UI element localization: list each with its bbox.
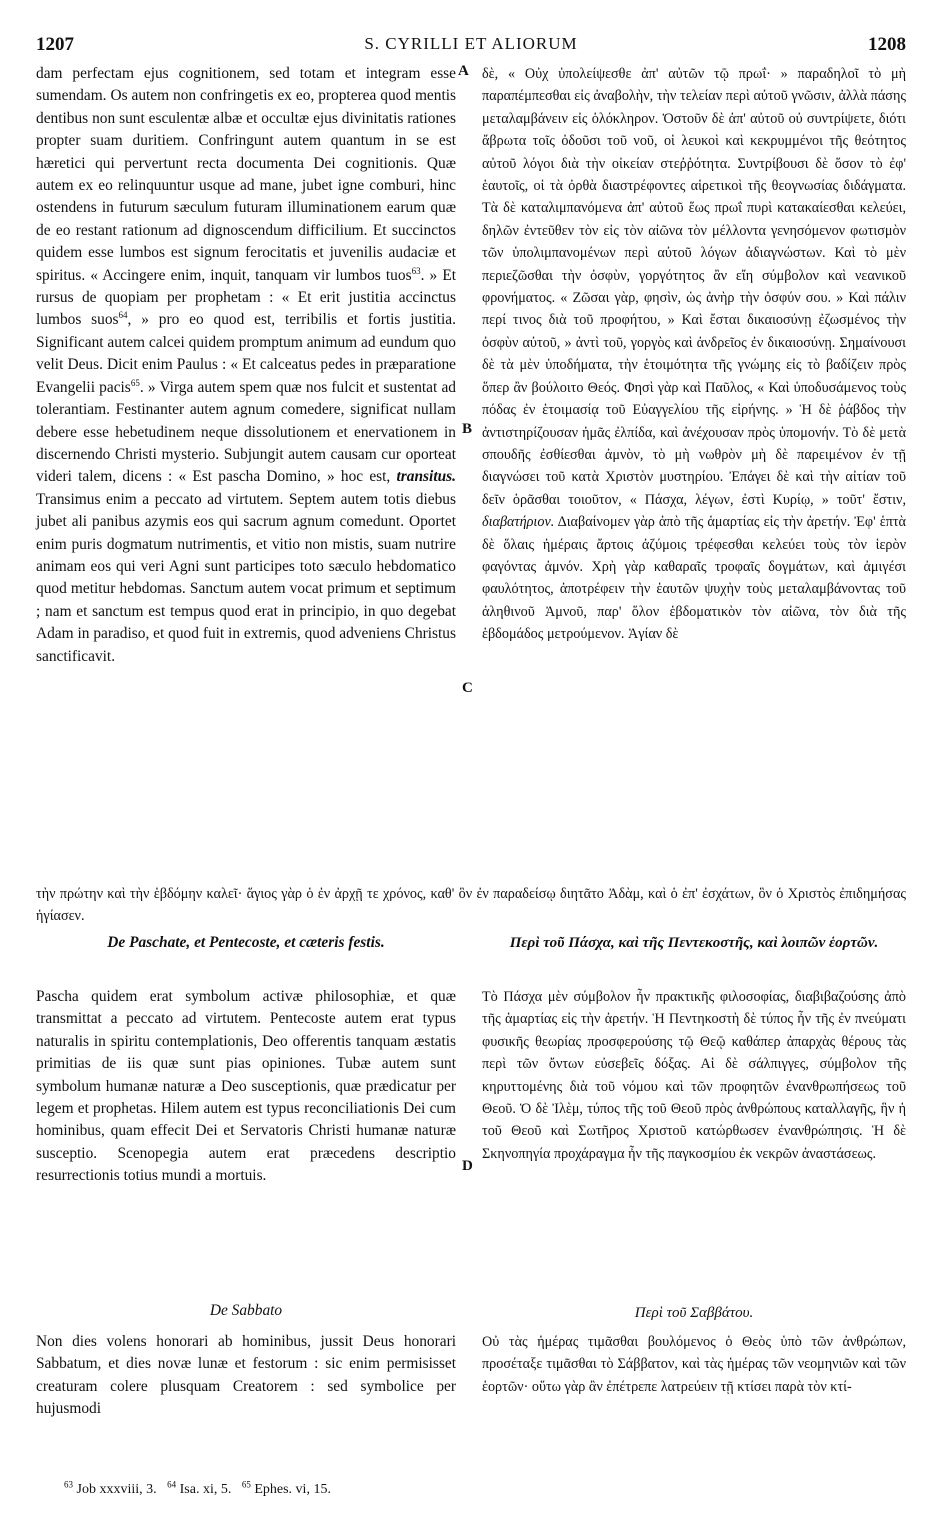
footnote-63: Job xxxviii, 3. bbox=[73, 1482, 157, 1497]
greek-text-1a: δὲ, « Οὐχ ὑπολείψεσθε ἀπ' αὐτῶν τῷ πρωΐ· » παραδηλοῖ τὸ μὴ παραπέμπεσθαι εἰς ἀναβολὴν, τὴν τελείαν περὶ αὐτοῦ γνῶσιν, ἀλλὰ πάσης μεταλαμβάνειν εἰς ὁλόκληρον. Ὀστοῦν δὲ ἀπ' αὐτοῦ οὐ συντρίψετε, διότι ἄβρωτα τοῖς ὀδοῦσι τοῦ νοῦ, οἱ λευκοὶ καὶ κεκρυμμένοι τῆς θεότητος αὐτοῦ λόγοι διὰ τὴν οἰκείαν στεῤῥότητα. Συντρίβουσι δὲ ὅσον τὸ ἐφ' ἑαυτοῖς, οἱ τὰ ὀρθὰ διαστρέφοντες αἱρετικοὶ τῆς θεογνωσίας διδάγματα. Τὰ δὲ καταλιμπανόμενα ἀπ' αὐτοῦ ἕως πρωΐ πυρὶ κατακαίεσθαι κελεύει, δηλῶν ἐντεῦθεν τὸν εἰς τὸν αἰῶνα τὸν μέλλοντα γενησόμενον φωτισμὸν τῶν ὑπολιμπανομένων περὶ αὐτοῦ λόγων ἀδιαγνώστων. Καὶ τὸ μὲν περιεζῶσθαι τὴν ὀσφὺν, γοργότητος ἂν εἴη σύμβολον καὶ νεανικοῦ φρονήματος. « Ζῶσαι γὰρ, φησὶν, ὡς ἀνὴρ τὴν ὀσφύν σου. » Καὶ πάλιν περί τινος διὰ τοῦ προφήτου, » Καὶ ἔσται δικαιοσύνῃ ἐζωσμένος τὴν ὀσφὺν αὐτοῦ, » ἀντὶ τοῦ, γοργὸς καὶ ἀνδρεῖος ἐν δικαιοσύνῃ. Σημαίνουσι δὲ τὰ μὲν ὑποδήματα, τὴν ἑτοιμότητα τῆς γνώμης εἰς τὸ βαδίζειν πρὸς ὅπερ ἂν βούλοιτο Θεός. Φησὶ γὰρ καὶ Παῦλος, « Καὶ ὑποδυσάμενος τοὺς πόδας ἐν ἑτοιμασίᾳ τοῦ Εὐαγγελίου τῆς εἰρήνης. » Ἡ δὲ ῥάβδος τὴν ἀντιστηρίζουσαν ἡμᾶς ἐλπίδα, καὶ ἀνέχουσαν πρὸς ὑπομονήν. Τὸ δὲ μετὰ σπουδῆς ἐσθίεσθαι ἀμνὸν, τὸ μὴ νωθρὸν μὴ δὲ παρειμένον ἐν τῇ διαγνώσει τοῦ κατὰ Χριστὸν μυστηρίου. Ἐπάγει δὲ καὶ τὴν αἰτίαν τοῦ δεῖν ὁρᾶσθαι τοιοῦτον, « Πάσχα, λέγων, ἐστὶ Κυρίῳ, » τοῦτ' ἔστιν, bbox=[482, 66, 906, 508]
footnote-ref-64: 64 bbox=[118, 310, 128, 321]
running-header bbox=[36, 34, 906, 58]
latin-heading-sabbato: De Sabbato bbox=[209, 1302, 283, 1319]
footnote-ref-63: 63 bbox=[411, 265, 421, 276]
footnotes bbox=[64, 1479, 331, 1498]
latin-text-1e: Transimus enim a peccato ad virtutem. Septem autem totis diebus jubet ali panibus azymis eos qui sacrum agnum comedunt. Oportet enim puris dogmatum nutrimentis, et vitio non mistis, suam nutrire animam eos qui veri Agni sunt participes toto sæculo hebdomatico quod metitur hebdomas. Sanctum autem vocat primum et septimum ; nam et sanctum est tempus quod erat in principio, in quo degebat Adam in paradiso, et quod fuit in extremis, quod adveniens Christus sanctificavit. bbox=[36, 490, 456, 665]
column-marker-d: D bbox=[462, 1158, 473, 1174]
latin-text-1a: dam perfectam ejus cognitionem, sed totam et integram esse sumendam. Os autem non confringetis ex eo, propterea quod mentis dentibus non sunt esculentæ albæ et occultæ ejus divinitatis rationes propter suam duritiem. Confringunt autem quantum in se est hæretici qui pervertunt recta documenta Dei cognitionis. Quæ autem ex eo relinquuntur usque ad mane, jubet igne comburi, hinc ostendens in futurum sæculum futuram illuminationem earum quæ de eo restant rationum ad dignoscendum difficilium. Et succinctos quidem esse lumbos est signum ferocitatis et juvenilis audaciæ et spiritus. « Accingere enim, inquit, tanquam vir lumbos tuos bbox=[36, 65, 456, 284]
latin-term-transitus: transitus. bbox=[396, 468, 456, 486]
greek-spanning-text: τὴν πρώτην καὶ τὴν ἑβδόμην καλεῖ· ἅγιος γὰρ ὁ ἐν ἀρχῇ τε χρόνος, καθ' ὃν ἐν παραδείσῳ διητᾶτο Ἀδὰμ, καὶ ὁ ἐπ' ἐσχάτων, ὃν ὁ Χριστὸς ἐπιδημήσας ἡγίασεν. bbox=[36, 886, 906, 925]
greek-paragraph-1 bbox=[482, 63, 906, 646]
page-number-right: 1208 bbox=[868, 34, 906, 55]
latin-text-1c: , » pro eo quod est, terribilis et fortis justitia. Significant autem calcei quidem promptum animum ad eundum quo velit Deus. Dicit enim Paulus : « Et calceatus pedes in præparatione Evangelii pacis bbox=[36, 311, 456, 396]
latin-paragraph-2: Pascha quidem erat symbolum activæ philosophiæ, et quæ transmittat a peccato ad virtutem. Pentecoste autem erat typus naturalis in spiritu contemplationis, Deo offerentis tanquam æstatis primitias de iis quæ sunt pias opiniones. Tubæ autem sunt symbolum humanæ naturæ a Deo susceptionis, quæ prædicatur per legem et prophetas. Hilem autem est typus reconciliationis Dei cum hominibus, quam effecit Dei et Servatoris Christi humanæ naturæ susceptio. Scenopegia autem erat præcedens descriptio resurrectionis totius mundi a mortuis. bbox=[36, 988, 456, 1185]
footnote-ref-65: 65 bbox=[130, 377, 140, 388]
column-marker-b: B bbox=[462, 421, 473, 437]
footnote-64: Isa. xi, 5. bbox=[176, 1482, 232, 1497]
column-marker-c: C bbox=[462, 680, 473, 696]
greek-heading-sabbatou: Περὶ τοῦ Σαββάτου. bbox=[634, 1305, 754, 1321]
greek-paragraph-2: Τὸ Πάσχα μὲν σύμβολον ἦν πρακτικῆς φιλοσοφίας, διαβιβαζούσης ἀπὸ τῆς ἁμαρτίας εἰς τὴν ἀρετήν. Ἡ Πεντηκοστὴ δὲ τύπος ἦν τῆς ἐν πνεύματι φυσικῆς θεωρίας προσφερούσης τῷ Θεῷ καθάπερ ἀπαρχὰς θέρους τὰς περὶ τῶν ὄντων εὐσεβεῖς δόξας. Αἱ δὲ σάλπιγγες, σύμβολον τῆς κηρυττομένης διὰ τοῦ νόμου καὶ τῶν προφητῶν ἐνανθρωπήσεως τοῦ Θεοῦ. Ὁ δὲ Ἰλὲμ, τύπος τῆς τοῦ Θεοῦ πρὸς ἀνθρώπους καταλλαγῆς, ἣν ἡ τοῦ Θεοῦ καὶ Σωτῆρος Χριστοῦ κατώρθωσεν ἐνανθρώπησις. Ἡ δὲ Σκηνοπηγία προχάραγμα ἦν τῆς παγκοσμίου ἐκ νεκρῶν ἀναστάσεως. bbox=[482, 989, 906, 1162]
greek-text-1b: Διαβαίνομεν γὰρ ἀπὸ τῆς ἁμαρτίας εἰς τὴν ἀρετήν. Ἐφ' ἑπτὰ δὲ ὅλαις ἡμέραις ἄρτοις ἀζύμοις τρέφεσθαι κελεύει τοὺς τὸν ἱερὸν φαγόντας ἀμνόν. Χρὴ γὰρ καθαραῖς τροφαῖς δογμάτων, καὶ ἀμιγέσι φαυλότητος, ἀποτρέφειν τὴν ἑαυτῶν ψυχὴν τοὺς μεταλαμβάνοντας τοῦ ἀληθινοῦ Ἀμνοῦ, παρ' ὅλον ἑβδοματικὸν τὸν αἰῶνα, τὸν διὰ τῆς ἑβδομάδος μετρούμενον. Ἁγίαν δὲ bbox=[482, 514, 906, 643]
footnote-number-63: 63 bbox=[64, 1479, 73, 1490]
latin-heading-paschate: De Paschate, et Pentecoste, et cæteris festis. bbox=[107, 934, 385, 951]
latin-text-1b: . » Et rursus de quopiam per prophetam : « Et erit justitia accinctus lumbos suos bbox=[36, 266, 456, 329]
greek-paragraph-3: Οὐ τὰς ἡμέρας τιμᾶσθαι βουλόμενος ὁ Θεὸς ὑπὸ τῶν ἀνθρώπων, προσέταξε τιμᾶσθαι τὸ Σάββατον, καὶ τὰς ἡμέρας τῶν νεομηνιῶν καὶ τῶν ἑορτῶν· οὕτω γὰρ ἂν ἐπέτρεπε λατρεύειν τῇ κτίσει παρὰ τὸν κτί- bbox=[482, 1334, 906, 1395]
running-title: S. CYRILLI ET ALIORUM bbox=[364, 34, 578, 53]
page-number-left: 1207 bbox=[36, 34, 74, 55]
footnote-65: Ephes. vi, 15. bbox=[250, 1482, 331, 1497]
column-marker-a: A bbox=[458, 63, 469, 79]
footnote-number-64: 64 bbox=[167, 1479, 177, 1490]
greek-term-diabaterion: διαβατήριον. bbox=[482, 514, 555, 531]
latin-paragraph-3: Non dies volens honorari ab hominibus, jussit Deus honorari Sabbatum, et dies novæ lunæ et festorum : sic enim permisisset creaturam colere plusquam Creatorem : sed symbolice per hujusmodi bbox=[36, 1333, 456, 1418]
latin-paragraph-1 bbox=[36, 63, 456, 668]
latin-text-1d: . » Virga autem spem quæ nos fulcit et sustentat ad tolerantiam. Festinanter autem agnum comedere, significat nullam debere esse hebetudinem neque dissolutionem et enervationem in discernendo Christi mysterio. Subjungit autem causam cur oporteat videri talem, dicens : « Est pascha Domino, » hoc est, bbox=[36, 378, 457, 486]
greek-heading-pascha: Περὶ τοῦ Πάσχα, καὶ τῆς Πεντεκοστῆς, καὶ λοιπῶν ἑορτῶν. bbox=[509, 935, 879, 951]
footnote-number-65: 65 bbox=[241, 1479, 251, 1490]
